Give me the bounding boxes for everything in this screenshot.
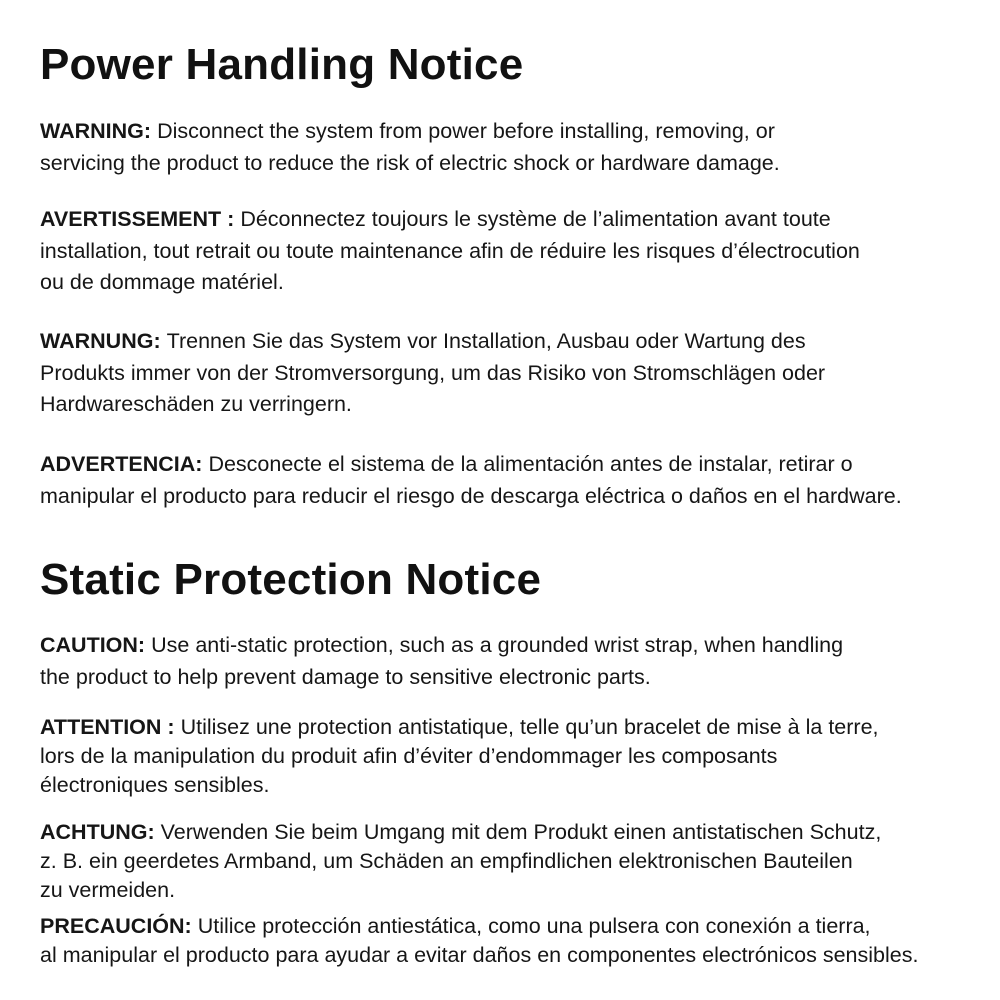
- notice-text: Trennen Sie das System vor Installation, Ausbau oder Wartung des: [166, 329, 806, 353]
- notice-label: AVERTISSEMENT :: [40, 207, 235, 231]
- notice-line: [40, 326, 930, 358]
- notice-line: [40, 713, 930, 742]
- notice-text: Hardwareschäden zu verringern.: [40, 392, 352, 416]
- notice-label: ATTENTION :: [40, 715, 175, 739]
- notice-text: Produkts immer von der Stromversorgung, um das Risiko von Stromschlägen oder: [40, 360, 826, 385]
- power-notice-fr: [40, 204, 930, 299]
- static-notice-fr: [40, 713, 930, 800]
- notice-text: Utilisez une protection antistatique, telle qu’un bracelet de mise à la terre,: [180, 715, 879, 739]
- notice-label: WARNING:: [40, 119, 152, 143]
- notice-text: z. B. ein geerdetes Armband, um Schäden an empfindlichen elektronischen Bauteilen: [40, 849, 853, 873]
- notice-line: [40, 116, 930, 148]
- power-notice-es: [40, 449, 930, 512]
- notice-text: zu vermeiden.: [40, 878, 176, 902]
- notice-text: Déconnectez toujours le système de l’alimentation avant toute: [240, 207, 831, 231]
- notice-text: lors de la manipulation du produit afin d’éviter d’endommager les composants: [40, 744, 778, 768]
- notice-line: [40, 449, 930, 481]
- notice-text: Verwenden Sie beim Umgang mit dem Produkt einen antistatischen Schutz,: [160, 820, 882, 844]
- notice-label: CAUTION:: [40, 633, 146, 657]
- notice-text: servicing the product to reduce the risk of electric shock or hardware damage.: [40, 150, 780, 175]
- notice-text: Utilice protección antiestática, como una pulsera con conexión a tierra,: [197, 914, 871, 938]
- notice-text: Disconnect the system from power before installing, removing, or: [157, 119, 775, 143]
- notice-text: Use anti-static protection, such as a grounded wrist strap, when handling: [151, 633, 844, 657]
- notice-text: électroniques sensibles.: [40, 773, 270, 797]
- notice-text: installation, tout retrait ou toute maintenance afin de réduire les risques d’électrocution: [40, 238, 860, 263]
- notice-line: [40, 818, 930, 847]
- static-protection-title: Static Protection Notice: [40, 555, 542, 604]
- notice-text: al manipular el producto para ayudar a evitar daños en componentes electrónicos sensibles.: [40, 943, 919, 967]
- power-notice-de: [40, 326, 930, 421]
- power-handling-title: Power Handling Notice: [40, 40, 524, 89]
- static-notice-es: [40, 912, 930, 970]
- notice-line: [40, 912, 930, 941]
- static-notice-en: [40, 630, 930, 693]
- notice-label: ACHTUNG:: [40, 820, 155, 844]
- notice-line: [40, 204, 930, 236]
- notice-label: WARNUNG:: [40, 329, 161, 353]
- notice-label: PRECAUCIÓN:: [40, 914, 192, 938]
- notice-text: the product to help prevent damage to sensitive electronic parts.: [40, 664, 651, 689]
- notice-text: ou de dommage matériel.: [40, 270, 284, 294]
- notice-text: manipular el producto para reducir el riesgo de descarga eléctrica o daños en el hardware.: [40, 483, 902, 508]
- power-notice-en: [40, 116, 930, 179]
- notice-text: Desconecte el sistema de la alimentación antes de instalar, retirar o: [208, 452, 853, 476]
- static-notice-de: [40, 818, 930, 905]
- notice-label: ADVERTENCIA:: [40, 452, 203, 476]
- notice-line: [40, 630, 930, 662]
